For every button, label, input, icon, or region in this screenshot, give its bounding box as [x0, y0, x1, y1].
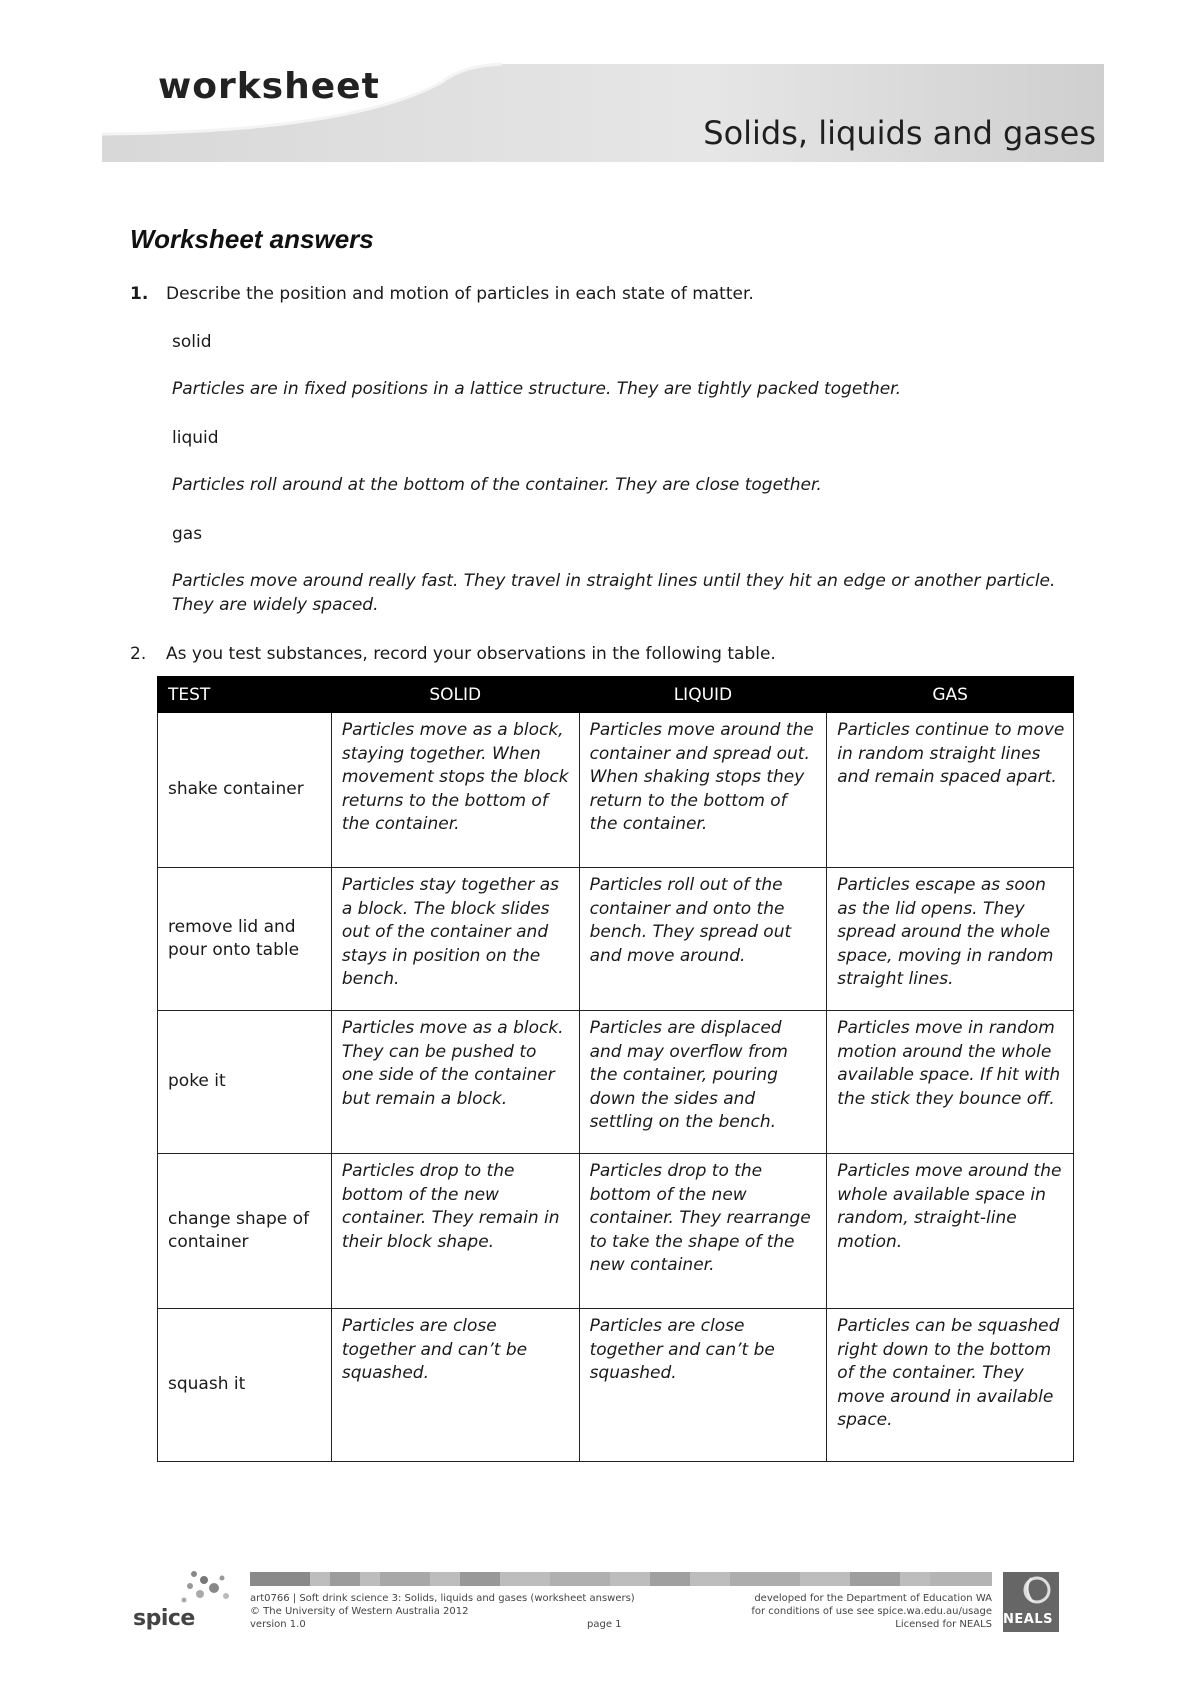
state-label-liquid: liquid — [172, 428, 219, 448]
header-liquid: LIQUID — [579, 677, 827, 713]
question-text: Describe the position and motion of particles in each state of matter. — [166, 284, 754, 304]
footer-developer: developed for the Department of Education WA — [754, 1593, 992, 1604]
document-title: Solids, liquids and gases — [703, 114, 1096, 152]
question-number: 1. — [130, 284, 149, 304]
cell-solid: Particles drop to the bottom of the new container. They remain in their block shape. — [331, 1154, 579, 1309]
question-2 — [130, 644, 776, 664]
state-label-gas: gas — [172, 524, 203, 544]
table-row — [158, 1309, 1074, 1462]
neals-logo-text: NEALS — [1003, 1612, 1053, 1627]
observations-table — [157, 676, 1074, 1462]
table-row — [158, 1011, 1074, 1154]
header-gas: GAS — [827, 677, 1074, 713]
cell-solid: Particles stay together as a block. The block slides out of the container and stays in position on the bench. — [331, 868, 579, 1011]
cell-gas: Particles escape as soon as the lid opens. They spread around the whole space, moving in random straight lines. — [827, 868, 1074, 1011]
cell-test: poke it — [158, 1011, 332, 1154]
cell-test: squash it — [158, 1309, 332, 1462]
cell-test: shake container — [158, 713, 332, 868]
cell-test: remove lid and pour onto table — [158, 868, 332, 1011]
answer-gas: Particles move around really fast. They travel in straight lines until they hit an edge or another particle. They are widely spaced. — [172, 571, 1056, 615]
table-row — [158, 1154, 1074, 1309]
cell-test: change shape of container — [158, 1154, 332, 1309]
table-header-row — [158, 677, 1074, 713]
neals-emblem-icon — [1003, 1572, 1059, 1612]
cell-liquid: Particles are close together and can’t be squashed. — [579, 1309, 827, 1462]
cell-solid: Particles move as a block. They can be pushed to one side of the container but remain a block. — [331, 1011, 579, 1154]
header-solid: SOLID — [331, 677, 579, 713]
footer-left — [250, 1592, 635, 1631]
spice-logo-text: spice — [133, 1606, 195, 1631]
cell-solid: Particles are close together and can’t be squashed. — [331, 1309, 579, 1462]
cell-gas: Particles continue to move in random straight lines and remain spaced apart. — [827, 713, 1074, 868]
cell-gas: Particles move in random motion around the whole available space. If hit with the stick they bounce off. — [827, 1011, 1074, 1154]
question-text: As you test substances, record your observations in the following table. — [166, 644, 776, 664]
cell-gas: Particles move around the whole available space in random, straight-line motion. — [827, 1154, 1074, 1309]
answer-solid: Particles are in fixed positions in a lattice structure. They are tightly packed together. — [172, 379, 902, 399]
cell-solid: Particles move as a block, staying together. When movement stops the block returns to the bottom of the container. — [331, 713, 579, 868]
footer-line-2: © The University of Western Australia 2012 — [250, 1606, 469, 1617]
answer-liquid: Particles roll around at the bottom of the container. They are close together. — [172, 475, 822, 495]
cell-liquid: Particles roll out of the container and onto the bench. They spread out and move around. — [579, 868, 827, 1011]
footer-line-1: art0766 | Soft drink science 3: Solids, liquids and gases (worksheet answers) — [250, 1593, 635, 1604]
state-label-solid: solid — [172, 332, 212, 352]
footer-right — [751, 1592, 992, 1631]
brand-wordmark: worksheet — [158, 66, 380, 107]
cell-liquid: Particles move around the container and spread out. When shaking stops they return to the bottom of the container. — [579, 713, 827, 868]
footer-decorative-bar — [250, 1572, 992, 1586]
footer-usage: for conditions of use see spice.wa.edu.au/usage — [751, 1606, 992, 1617]
cell-gas: Particles can be squashed right down to the bottom of the container. They move around in available space. — [827, 1309, 1074, 1462]
cell-liquid: Particles are displaced and may overflow from the container, pouring down the sides and settling on the bench. — [579, 1011, 827, 1154]
header-test: TEST — [158, 677, 332, 713]
footer-license: Licensed for NEALS — [895, 1619, 992, 1630]
cell-liquid: Particles drop to the bottom of the new container. They rearrange to take the shape of the new container. — [579, 1154, 827, 1309]
question-number: 2. — [130, 644, 147, 664]
footer-line-3: version 1.0 — [250, 1619, 306, 1630]
section-title: Worksheet answers — [130, 224, 374, 254]
table-row — [158, 713, 1074, 868]
footer-page-number: page 1 — [587, 1619, 622, 1630]
table-row — [158, 868, 1074, 1011]
question-1 — [130, 284, 754, 304]
